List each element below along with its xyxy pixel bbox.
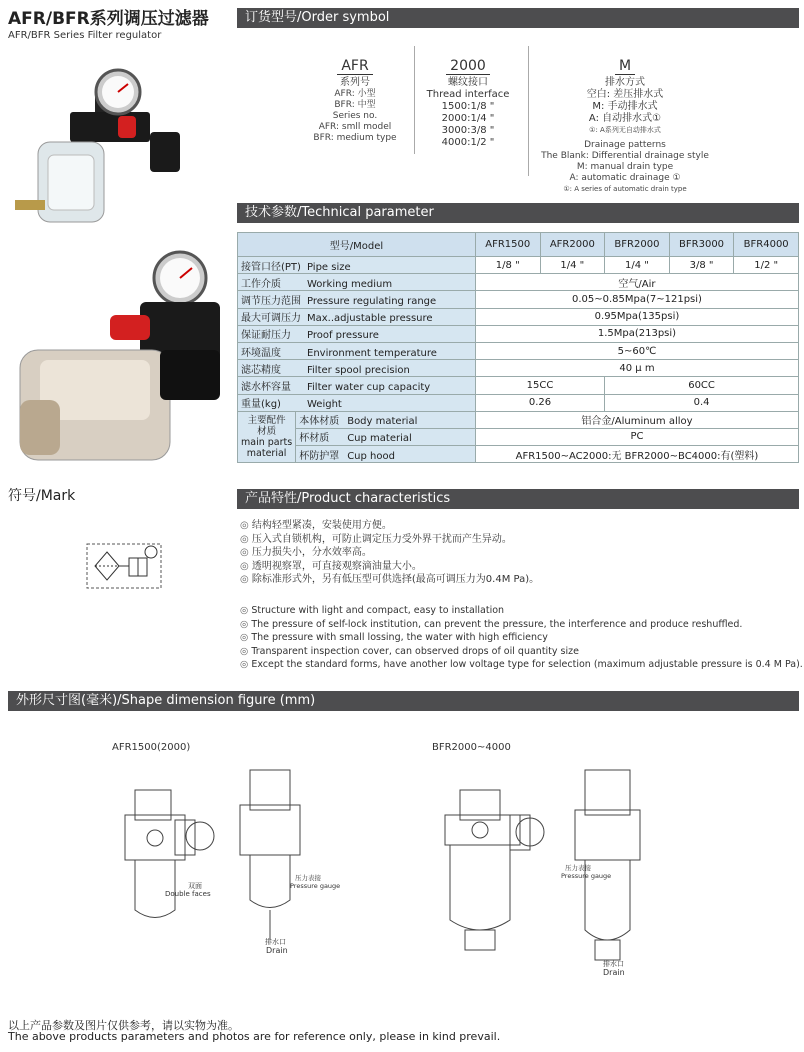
table-row: 保证耐压力 Proof pressure 1.5Mpa(213psi): [238, 325, 799, 342]
table-row: 杯材质 Cup material PC: [238, 428, 799, 445]
svg-text:压力表接: 压力表接: [295, 874, 321, 882]
svg-text:压力表接: 压力表接: [565, 864, 591, 872]
technical-bar: 技术参数/Technical parameter: [237, 203, 799, 223]
table-row: 主要配件 材质 main parts material 本体材质 Body material 铝合金/Aluminum alloy: [238, 411, 799, 428]
technical-table: [237, 232, 799, 463]
svg-text:Pressure gauge: Pressure gauge: [561, 872, 612, 880]
list-item: ◎ 压力损失小，分水效率高。: [240, 546, 539, 560]
table-row: 工作介质 Working medium 空气/Air: [238, 274, 799, 291]
afr-dimension-drawing: [100, 760, 340, 960]
order-symbol-bar: 订货型号/Order symbol: [237, 8, 799, 28]
page-subtitle: AFR/BFR Series Filter regulator: [8, 30, 162, 41]
table-row: 调节压力范围 Pressure regulating range 0.05~0.85Mpa(7~121psi): [238, 291, 799, 308]
fig1-label: AFR1500(2000): [112, 742, 191, 753]
mark-title: 符号/Mark: [8, 488, 76, 504]
svg-text:Drain: Drain: [266, 946, 288, 955]
page-title: AFR/BFR系列调压过滤器: [8, 9, 209, 29]
list-item: ◎ Except the standard forms, have another low voltage type for selection (maximum adjustable pressure is 0.4 M Pa).: [240, 658, 803, 672]
table-row: 接管口径(PT) Pipe size 1/8 " 1/4 " 1/4 " 3/8 " 1/2 ": [238, 257, 799, 274]
list-item: ◎ 压入式自锁机构，可防止调定压力受外界干扰而产生异动。: [240, 533, 539, 547]
table-row: 滤芯精度 Filter spool precision 40 μ m: [238, 360, 799, 377]
characteristics-en-list: [240, 604, 803, 672]
table-row: 型号/Model AFR1500 AFR2000 BFR2000 BFR3000 BFR4000: [238, 233, 799, 257]
characteristics-cn-list: [240, 519, 539, 587]
table-row: 重量(kg) Weight 0.26 0.4: [238, 394, 799, 411]
list-item: ◎ Structure with light and compact, easy to installation: [240, 604, 803, 618]
bfr-dimension-drawing: [425, 760, 705, 985]
order-col-thread: 2000 螺纹接口 Thread interface 1500:1/8 " 2000:1/4 " 3000:3/8 " 4000:1/2 ": [426, 58, 510, 148]
bfr-product-photo: [10, 250, 230, 470]
list-item: ◎ 透明视察罩，可直接观察滴油量大小。: [240, 560, 539, 574]
table-row: 最大可调压力 Max..adjustable pressure 0.95Mpa(135psi): [238, 308, 799, 325]
order-col-series: AFR 系列号 AFR: 小型 BFR: 中型 Series no. AFR: smll model BFR: medium type: [313, 58, 397, 143]
list-item: ◎ The pressure of self-lock institution, can prevent the pressure, the interference and produce reshuffled.: [240, 618, 803, 632]
list-item: ◎ The pressure with small lossing, the water with high efficiency: [240, 631, 803, 645]
pneumatic-symbol-icon: [85, 540, 165, 592]
table-row: 杯防护罩 Cup hood AFR1500~AC2000:无 BFR2000~BC4000:有(塑料): [238, 446, 799, 463]
svg-text:Pressure gauge: Pressure gauge: [290, 882, 340, 890]
order-col-drain: M 排水方式 空白: 差压排水式 M: 手动排水式 A: 自动排水式① ①: A系列无自动排水式 Drainage patterns The Blank: Differential drainage style M: manual drain type A: automatic drainage ① ①: A series of automatic drain type: [541, 58, 709, 193]
footer-note-en: The above products parameters and photos are for reference only, please in kind prevail.: [8, 1030, 501, 1043]
fig2-label: BFR2000~4000: [432, 742, 511, 753]
svg-text:Double faces: Double faces: [165, 890, 211, 898]
svg-text:排水口: 排水口: [265, 938, 286, 946]
svg-text:Drain: Drain: [603, 968, 625, 977]
characteristics-bar: 产品特性/Product characteristics: [237, 489, 799, 509]
table-row: 滤水杯容量 Filter water cup capacity 15CC 60CC: [238, 377, 799, 394]
list-item: ◎ Transparent inspection cover, can observed drops of oil quantity size: [240, 645, 803, 659]
footer-note-cn: 以上产品参数及图片仅供参考，请以实物为准。: [8, 1019, 239, 1032]
svg-text:双面: 双面: [188, 882, 202, 890]
list-item: ◎ 结构轻型紧凑，安装使用方便。: [240, 519, 539, 533]
table-row: 环境温度 Environment temperature 5~60℃: [238, 342, 799, 359]
list-item: ◎ 除标准形式外，另有低压型可供选择(最高可调压力为0.4M Pa)。: [240, 573, 539, 587]
svg-text:排水口: 排水口: [603, 960, 624, 968]
afr-product-photo: [10, 60, 210, 250]
shape-bar: 外形尺寸图(毫米)/Shape dimension figure (mm): [8, 691, 799, 711]
